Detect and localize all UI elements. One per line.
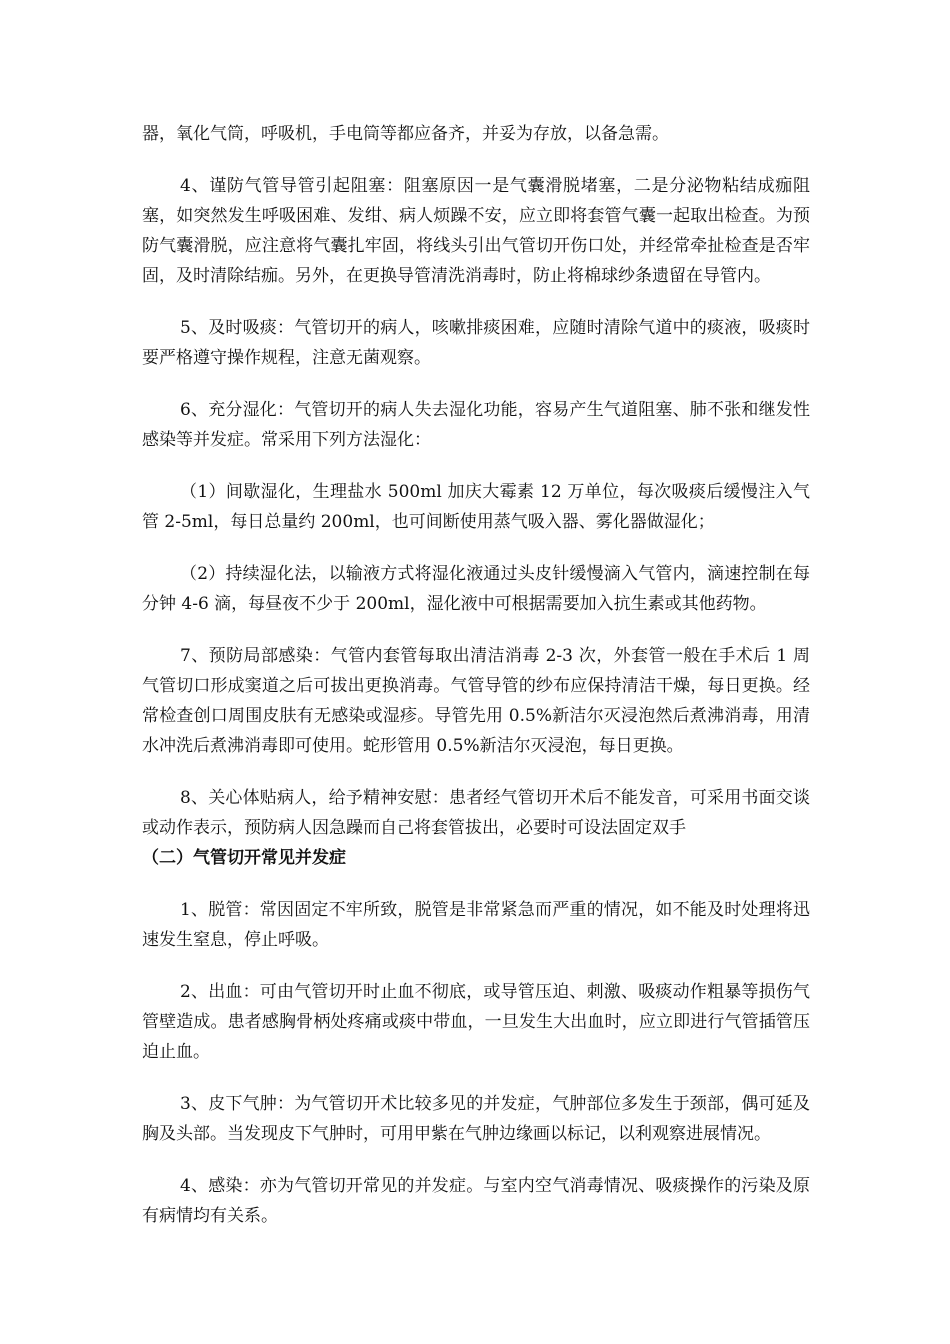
paragraph-item-8: 8、关心体贴病人，给予精神安慰：患者经气管切开术后不能发音，可采用书面交谈或动作表示，预防病人因急躁而自己将套管拔出，必要时可设法固定双手: [142, 788, 810, 838]
paragraph-item-4: 4、谨防气管导管引起阻塞：阻塞原因一是气囊滑脱堵塞，二是分泌物粘结成痂阻塞，如突然发生呼吸困难、发绀、病人烦躁不安，应立即将套管气囊一起取出检查。为预防气囊滑脱，应注意将气囊扎牢固，将线头引出气管切开伤口处，并经常牵扯检查是否牢固，及时清除结痂。另外，在更换导管清洗消毒时，防止将棉球纱条遗留在导管内。: [142, 176, 810, 286]
document-body: [142, 119, 810, 1253]
complication-item-1: 1、脱管：常因固定不牢所致，脱管是非常紧急而严重的情况，如不能及时处理将迅速发生窒息，停止呼吸。: [142, 900, 810, 950]
paragraph-item-6-sub-2: （2）持续湿化法，以输液方式将湿化液通过头皮针缓慢滴入气管内，滴速控制在每分钟 4-6 滴，每昼夜不少于 200ml，湿化液中可根据需要加入抗生素或其他药物。: [142, 564, 810, 614]
complication-item-2: 2、出血：可由气管切开时止血不彻底，或导管压迫、刺激、吸痰动作粗暴等损伤气管壁造成。患者感胸骨柄处疼痛或痰中带血，一旦发生大出血时，应立即进行气管插管压迫止血。: [142, 982, 810, 1062]
complication-item-4: 4、感染：亦为气管切开常见的并发症。与室内空气消毒情况、吸痰操作的污染及原有病情均有关系。: [142, 1176, 810, 1226]
complication-item-3: 3、皮下气肿：为气管切开术比较多见的并发症，气肿部位多发生于颈部，偶可延及胸及头部。当发现皮下气肿时，可用甲紫在气肿边缘画以标记，以利观察进展情况。: [142, 1094, 810, 1144]
paragraph-continuation: 器，氧化气筒，呼吸机，手电筒等都应备齐，并妥为存放，以备急需。: [142, 124, 669, 144]
paragraph-item-7: 7、预防局部感染：气管内套管每取出清洁消毒 2-3 次，外套管一般在手术后 1 周气管切口形成窦道之后可拔出更换消毒。气管导管的纱布应保持清洁干燥，每日更换。经常检查创口周围皮肤有无感染或湿疹。导管先用 0.5%新洁尔灭浸泡然后煮沸消毒，用清水冲洗后煮沸消毒即可使用。蛇形管用 0.5%新洁尔灭浸泡，每日更换。: [142, 646, 810, 756]
paragraph-item-6-sub-1: （1）间歇湿化，生理盐水 500ml 加庆大霉素 12 万单位，每次吸痰后缓慢注入气管 2-5ml，每日总量约 200ml，也可间断使用蒸气吸入器、雾化器做湿化；: [142, 482, 810, 532]
paragraph-item-6: 6、充分湿化：气管切开的病人失去湿化功能，容易产生气道阻塞、肺不张和继发性感染等并发症。常采用下列方法湿化：: [142, 400, 810, 450]
section-heading: （二）气管切开常见并发症: [142, 848, 346, 868]
paragraph-item-5: 5、及时吸痰：气管切开的病人，咳嗽排痰困难，应随时清除气道中的痰液，吸痰时要严格遵守操作规程，注意无菌观察。: [142, 318, 810, 368]
